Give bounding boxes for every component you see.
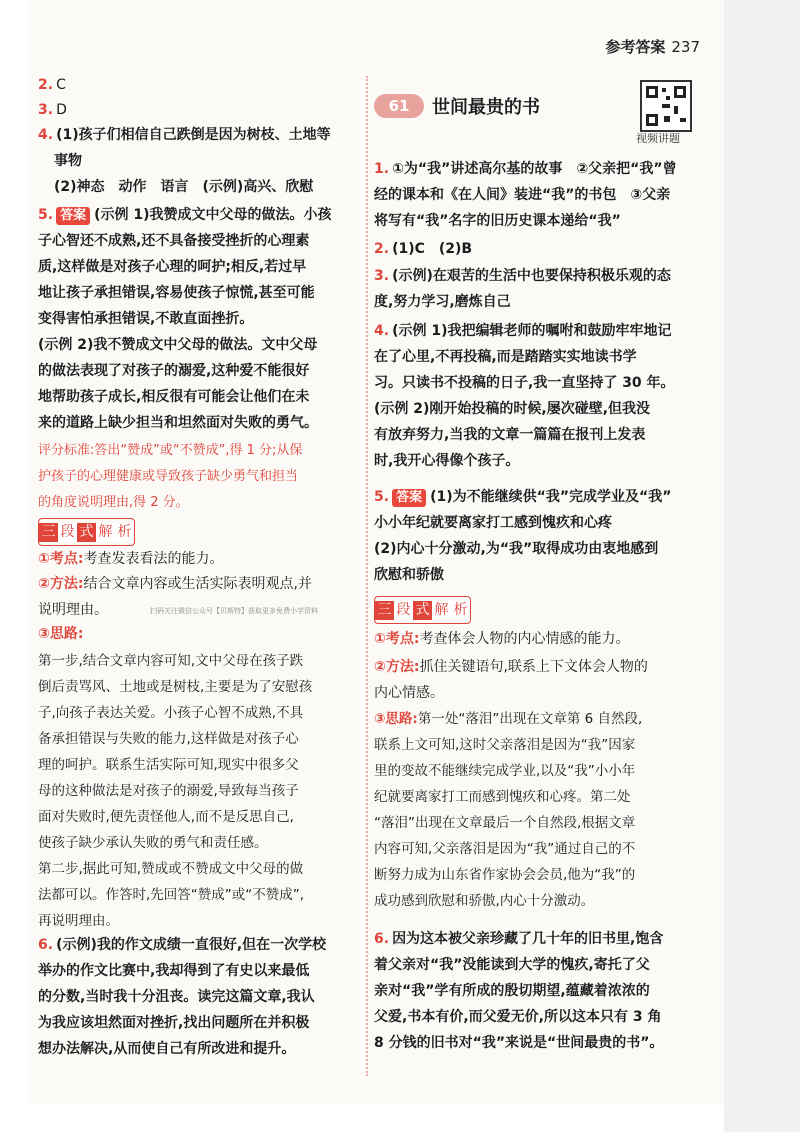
answer-4: 4. (1)孩子们相信自己跌倒是因为树枝、土地等 事物 (2)神态 动作 语言 (示例)高兴、欣慰 xyxy=(38,127,331,195)
answer-1-right: 1. ①为“我”讲述高尔基的故事 ②父亲把“我”曾 经的课本和《在人间》装进“我”的书包 ③父亲 将写有“我”名字的旧历史课本递给“我” xyxy=(374,161,677,229)
column-divider xyxy=(366,76,368,1076)
qr-caption: 视频讲题 xyxy=(636,132,680,145)
silu-left: ③思路: xyxy=(38,626,84,642)
answer-5: 5. 答案 (示例 1)我赞成文中父母的做法。小孩 子心智还不成熟,还不具备接受挫折的心理素 质,这样做是对孩子心理的呵护;相反,若过早 地让孩子承担错误,容易使孩子惊慌,甚至可能 变得害怕承担错误,不敢直面挫折。 (示例 2)我不赞成文中父母的做法。文中父母 的做法表现了对孩子的溺爱,这种爱不能很好 地帮助孩子成长,相反很有可能会让他们在未 来的道路上缺少担当和坦然面对失败的勇气。 xyxy=(38,207,332,431)
qr-code-icon[interactable] xyxy=(640,80,692,132)
chapter-title: 世间最贵的书 xyxy=(432,97,540,118)
answer-3-right: 3. (示例)在艰苦的生活中也要保持积极乐观的态 度,努力学习,磨炼自己 xyxy=(374,268,671,310)
answer-2: 2. C xyxy=(38,77,66,93)
fangfa-right: ②方法:抓住关键语句,联系上下文体会人物的 内心情感。 xyxy=(374,659,648,701)
silu-right: ③思路:第一处“落泪”出现在文章第 6 自然段, 联系上文可知,这时父亲落泪是因为“我”因家 里的变故不能继续完成学业,以及“我”小小年 纪就要离家打工而感到愧疚和心疼。第二处 “落泪”出现在文章最后一个自然段,根据文章 内容可知,父亲落泪是因为“我”通过自己的不 断努力成为山东省作家协会会员,他为“我”的 成功感到欣慰和骄傲,内心十分激动。 xyxy=(374,711,643,909)
answer-5-right: 5. 答案 (1)为不能继续供“我”完成学业及“我” 小小年纪就要离家打工感到愧疚和心疼 (2)内心十分激动,为“我”取得成功由衷地感到 欣慰和骄傲 xyxy=(374,489,672,583)
answer-6-left: 6. (示例)我的作文成绩一直很好,但在一次学校 举办的作文比赛中,我却得到了有史以来最低 的分数,当时我十分沮丧。读完这篇文章,我认 为我应该坦然面对挫折,找出问题所在并积极 想办法解决,从而使自己有所改进和提升。 xyxy=(38,937,327,1057)
answer-4-right: 4. (示例 1)我把编辑老师的嘱咐和鼓励牢牢地记 在了心里,不再投稿,而是踏踏实实地读书学 习。只读书不投稿的日子,我一直坚持了 30 年。 (示例 2)刚开始投稿的时候,屡次碰壁,但我没 有放弃努力,当我的文章一篇篇在报刊上发表 时,我开心得像个孩子。 xyxy=(374,323,675,469)
page-number: 237 xyxy=(671,38,700,56)
page-edge xyxy=(724,0,800,1132)
kaodian-right: ①考点:考查体会人物的内心情感的能力。 xyxy=(374,631,630,647)
scoring-criteria: 评分标准:答出“赞成”或“不赞成”,得 1 分;从保 护孩子的心理健康或导致孩子缺少勇气和担当 的角度说明理由,得 2 分。 xyxy=(38,443,303,510)
kaodian-left: ①考点:考查发表看法的能力。 xyxy=(38,551,224,567)
section-badge-right: 三 段 式 解 析 xyxy=(374,596,471,633)
answer-2-right: 2. (1)C (2)B xyxy=(374,241,473,257)
section-badge-left: 三 段 式 解 析 xyxy=(38,518,135,555)
answer-3: 3. D xyxy=(38,102,67,118)
qr-note: 扫码关注微信公众号【贝斯特】获取更多免费小学资料 xyxy=(150,607,318,615)
page-header xyxy=(605,36,700,57)
answer-tag: 答案 xyxy=(56,207,90,225)
chapter-badge: 61 xyxy=(374,94,424,118)
steps-left: 第一步,结合文章内容可知,文中父母在孩子跌 倒后责骂风、土地或是树枝,主要是为了安慰孩 子,向孩子表达关爱。小孩子心智不成熟,不具 备承担错误与失败的能力,这样做是对孩子心 理的呵护。联系生活实际可知,现实中很多父 母的这种做法是对孩子的溺爱,导致每当孩子 面对失败时,便先责怪他人,而不是反思自己, 使孩子缺少承认失败的勇气和责任感。 第二步,据此可知,赞成或不赞成文中父母的做 法都可以。作答时,先回答“赞成”或“不赞成”, 再说明理由。 xyxy=(38,653,313,929)
answer-6-right: 6. 因为这本被父亲珍藏了几十年的旧书里,饱含 着父亲对“我”没能读到大学的愧疚,寄托了父 亲对“我”学有所成的殷切期望,蕴藏着浓浓的 父爱,书本有价,而父爱无价,所以这本只有 3 角 8 分钱的旧书对“我”来说是“世间最贵的书”。 xyxy=(374,931,664,1051)
fangfa-left: ②方法:结合文章内容或生活实际表明观点,并 说明理由。 xyxy=(38,576,312,618)
header-title: 参考答案 xyxy=(605,38,666,56)
